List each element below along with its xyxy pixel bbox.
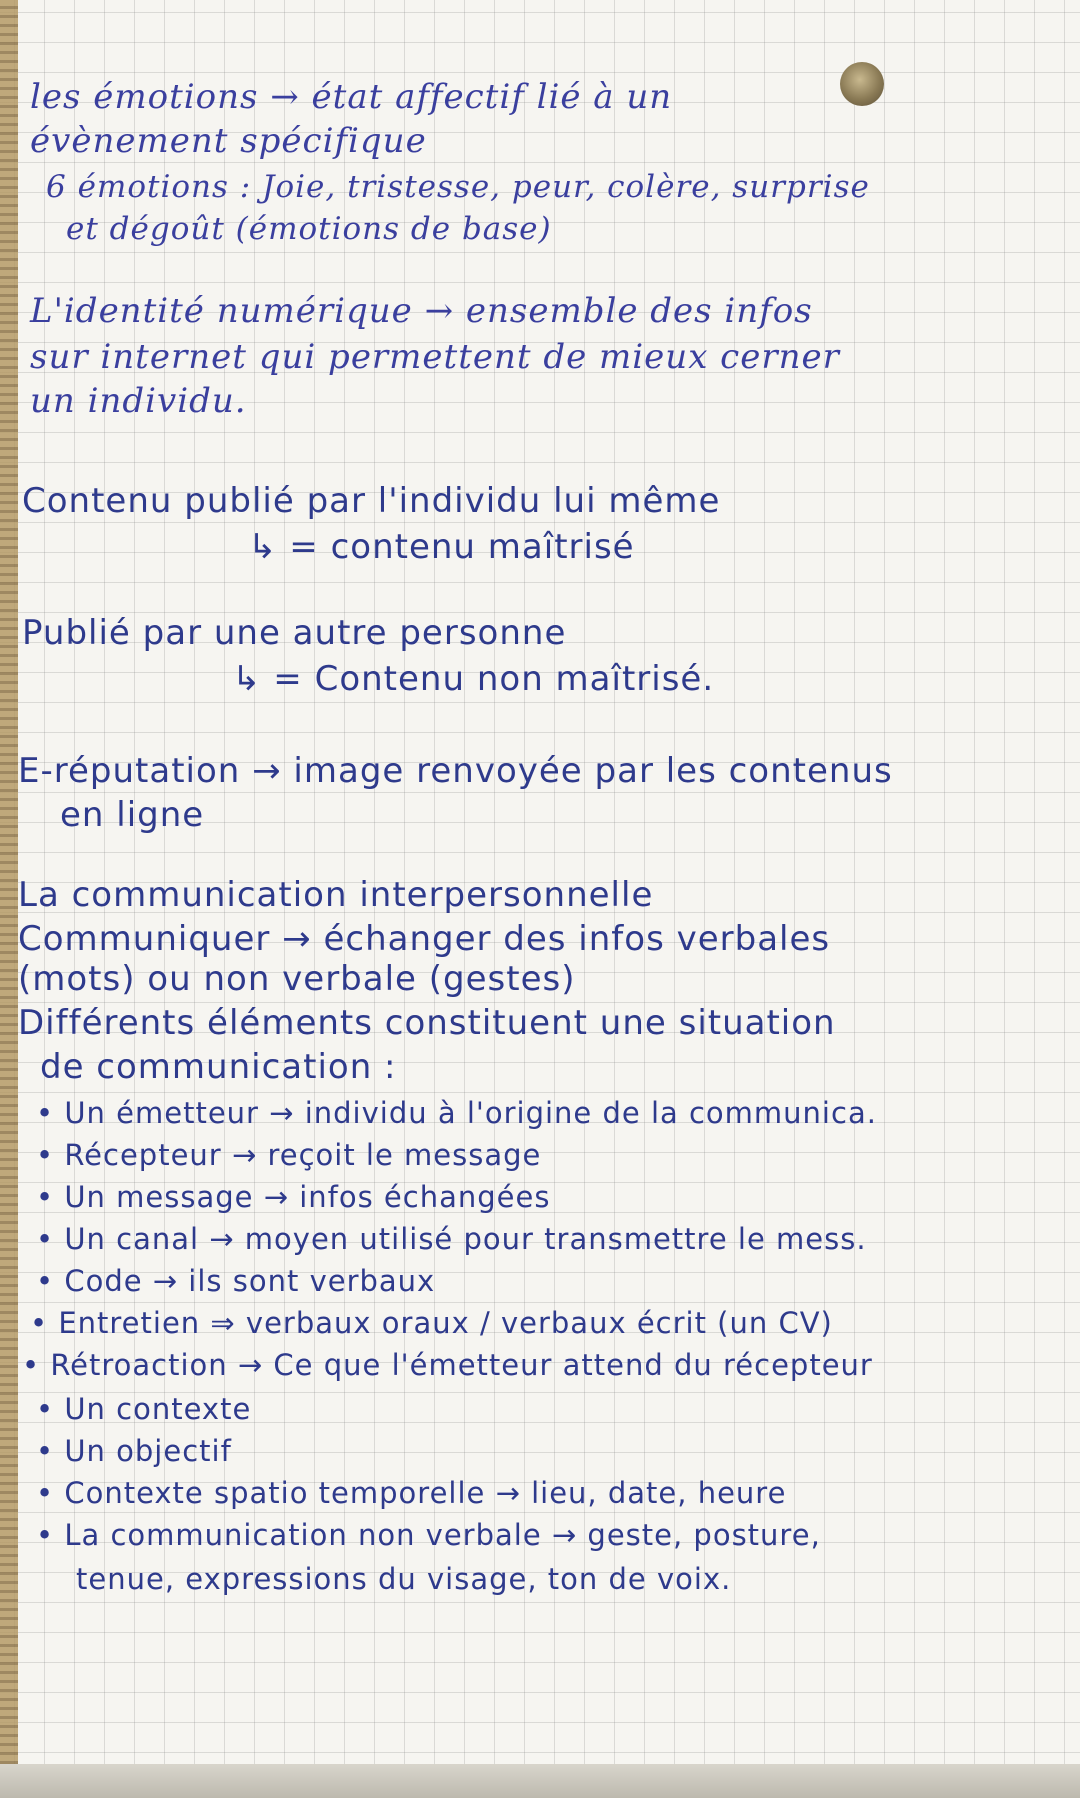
- list-item: • La communication non verbale → geste, posture,: [36, 1518, 821, 1552]
- note-line: 6 émotions : Joie, tristesse, peur, colère, surprise: [46, 169, 870, 205]
- list-item: • Un canal → moyen utilisé pour transmettre le mess.: [36, 1222, 867, 1256]
- list-item: • Un émetteur → individu à l'origine de la communica.: [36, 1096, 877, 1130]
- note-line: tenue, expressions du visage, ton de voix.: [76, 1562, 732, 1596]
- punch-hole: [840, 62, 884, 106]
- list-item: • Entretien ⇒ verbaux oraux / verbaux écrit (un CV): [30, 1306, 833, 1340]
- list-item: • Récepteur → reçoit le message: [36, 1138, 542, 1172]
- list-item: • Contexte spatio temporelle → lieu, date, heure: [36, 1476, 787, 1510]
- note-line: sur internet qui permettent de mieux cerner: [30, 337, 840, 377]
- note-line: (mots) ou non verbale (gestes): [18, 959, 576, 999]
- note-line: et dégoût (émotions de base): [66, 211, 552, 247]
- page-bottom-edge: [0, 1764, 1080, 1798]
- list-item: • Un objectif: [36, 1434, 232, 1468]
- note-line: L'identité numérique → ensemble des infos: [30, 291, 813, 331]
- note-line: Communiquer → échanger des infos verbales: [18, 919, 831, 959]
- note-line: E-réputation → image renvoyée par les contenus: [18, 751, 893, 791]
- note-line: ↳ = contenu maîtrisé: [248, 527, 635, 567]
- note-line: en ligne: [60, 795, 205, 835]
- list-item: • Un message → infos échangées: [36, 1180, 551, 1214]
- note-line: de communication :: [40, 1047, 397, 1087]
- note-line: La communication interpersonnelle: [18, 875, 654, 915]
- list-item: • Code → ils sont verbaux: [36, 1264, 436, 1298]
- list-item: • Rétroaction → Ce que l'émetteur attend du récepteur: [22, 1348, 873, 1382]
- note-line: ↳ = Contenu non maîtrisé.: [232, 659, 715, 699]
- spiral-binding: [0, 0, 18, 1798]
- list-item: • Un contexte: [36, 1392, 252, 1426]
- note-line: évènement spécifique: [30, 121, 427, 161]
- note-line: les émotions → état affectif lié à un: [30, 77, 673, 117]
- note-line: Contenu publié par l'individu lui même: [22, 481, 721, 521]
- note-line: un individu.: [30, 381, 247, 421]
- note-line: Différents éléments constituent une situation: [18, 1003, 836, 1043]
- note-line: Publié par une autre personne: [22, 613, 567, 653]
